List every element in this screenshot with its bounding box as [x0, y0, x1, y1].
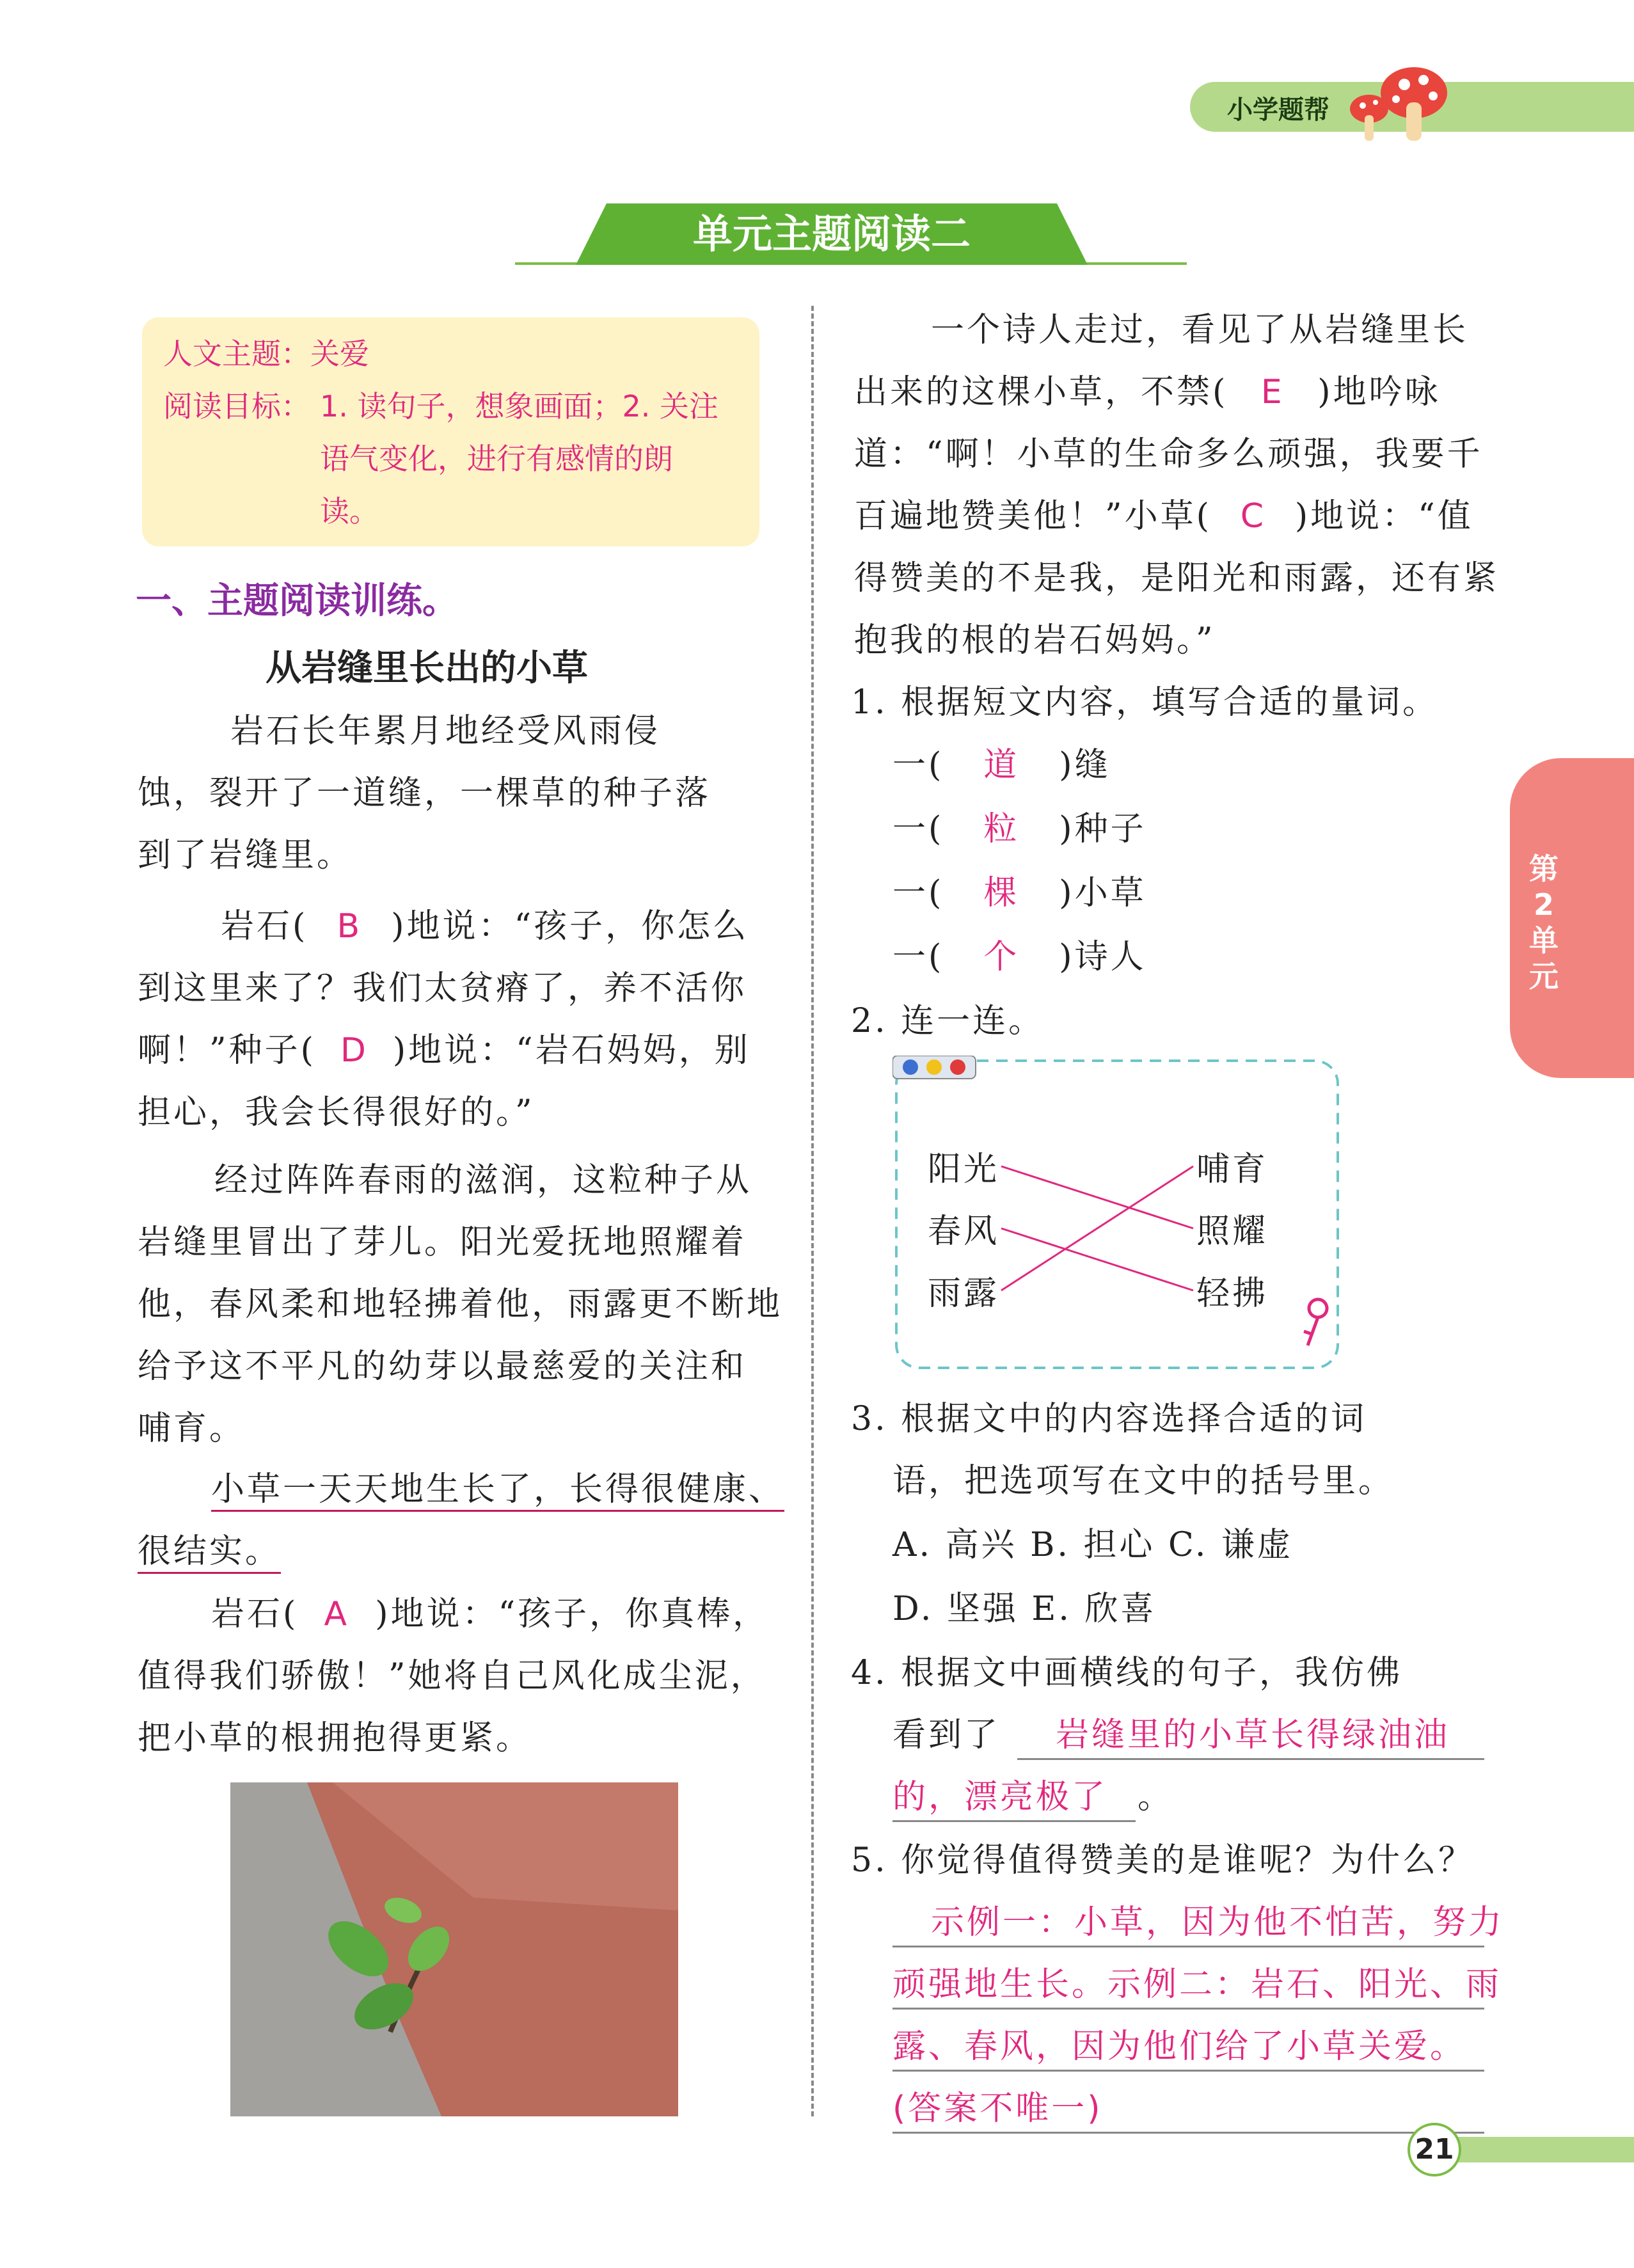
answer-text: 岩缝里的小草长得绿油油	[1056, 1716, 1450, 1754]
page-number: 21	[1408, 2123, 1461, 2177]
story-line: 给予这不平凡的幼芽以最慈爱的关注和	[138, 1347, 747, 1386]
story-line: 百遍地赞美他！”小草( C )地说：“值	[854, 486, 1473, 548]
question-1-title: 1. 根据短文内容，填写合适的量词。	[851, 683, 1439, 722]
option-list: A. 高兴 B. 担心 C. 谦虚	[892, 1526, 1293, 1564]
match-left-item: 春风	[928, 1212, 1000, 1251]
story-line: 担心，我会长得很好的。”	[138, 1093, 535, 1132]
answer-line	[892, 1946, 1484, 1947]
answer-blank: E	[1260, 373, 1285, 411]
story-line: 到这里来了？我们太贫瘠了，养不活你	[138, 969, 747, 1008]
answer-line	[892, 1820, 1136, 1822]
answer-text: 顽强地生长。示例二：岩石、阳光、雨	[892, 1965, 1502, 2004]
question-4-pre: 看到了	[892, 1716, 1001, 1754]
unit-label: 第2单元	[1529, 852, 1559, 994]
answer-line	[892, 2132, 1484, 2134]
answer-blank: A	[324, 1595, 350, 1633]
theme-label: 人文主题：关爱	[163, 337, 369, 371]
option-list: D. 坚强 E. 欣喜	[892, 1590, 1157, 1628]
answer-blank: C	[1240, 497, 1267, 535]
question-4-line: 4. 根据文中画横线的句子，我仿佛	[851, 1654, 1403, 1692]
story-line: 蚀，裂开了一道缝，一棵草的种子落	[138, 774, 711, 813]
match-right-item: 轻拂	[1196, 1274, 1269, 1313]
underlined-sentence: 很结实。	[138, 1521, 281, 1583]
goal-line: 语气变化，进行有感情的朗	[320, 441, 673, 476]
question-3-line: 3. 根据文中的内容选择合适的词	[851, 1400, 1367, 1438]
goal-label: 阅读目标：	[163, 389, 310, 424]
match-left-item: 雨露	[928, 1274, 1000, 1313]
answer-blank: 粒	[983, 810, 1020, 848]
answer-text: (答案不唯一)	[892, 2090, 1103, 2128]
answer-line	[1017, 1758, 1484, 1760]
story-line: 值得我们骄傲！”她将自己风化成尘泥，	[138, 1657, 766, 1695]
footer-bar	[1433, 2137, 1634, 2162]
story-line: 得赞美的不是我，是阳光和雨露，还有紧	[854, 559, 1500, 598]
match-right-item: 哺育	[1196, 1150, 1269, 1189]
measure-item: 一( 道 )缝	[892, 734, 1111, 797]
story-line: 抱我的根的岩石妈妈。”	[854, 621, 1216, 660]
story-title: 从岩缝里长出的小草	[266, 647, 588, 689]
story-line: 岩石( A )地说：“孩子，你真棒，	[211, 1583, 768, 1645]
match-line	[1001, 1166, 1193, 1290]
answer-text: 示例一：小草，因为他不怕苦，努力	[931, 1903, 1505, 1942]
story-line: 哺育。	[138, 1409, 246, 1448]
story-line: 他，春风柔和地轻拂着他，雨露更不断地	[138, 1285, 783, 1324]
match-right-item: 照耀	[1196, 1212, 1269, 1251]
story-line: 岩缝里冒出了芽儿。阳光爱抚地照耀着	[138, 1223, 747, 1262]
brand-label: 小学题帮	[1227, 95, 1329, 125]
answer-blank: 棵	[983, 874, 1020, 912]
answer-text: 的，漂亮极了	[892, 1778, 1108, 1816]
section-heading: 一、主题阅读训练。	[136, 580, 458, 622]
story-line: 把小草的根拥抱得更紧。	[138, 1719, 532, 1757]
answer-blank: 个	[983, 938, 1020, 976]
plant-photo	[230, 1782, 678, 2116]
story-line: 出来的这棵小草，不禁( E )地吟咏	[854, 361, 1441, 424]
question-4-end: 。	[1138, 1778, 1174, 1816]
answer-text: 露、春风，因为他们给了小草关爱。	[892, 2027, 1466, 2066]
question-2-title: 2. 连一连。	[851, 1002, 1045, 1040]
story-line: 到了岩缝里。	[138, 836, 353, 875]
goal-line: 读。	[320, 494, 379, 528]
answer-line	[892, 2070, 1484, 2072]
goal-line: 1. 读句子，想象画面；2. 关注	[320, 389, 719, 424]
match-line	[1001, 1228, 1193, 1290]
question-5-title: 5. 你觉得值得赞美的是谁呢？为什么？	[851, 1841, 1475, 1880]
answer-blank: B	[337, 907, 363, 946]
measure-item: 一( 粒 )种子	[892, 798, 1146, 860]
answer-line	[892, 2008, 1484, 2010]
story-line: 道：“啊！小草的生命多么顽强，我要千	[854, 435, 1483, 473]
measure-item: 一( 棵 )小草	[892, 862, 1146, 924]
answer-blank: 道	[983, 746, 1020, 784]
measure-item: 一( 个 )诗人	[892, 926, 1146, 988]
answer-blank: D	[340, 1031, 369, 1070]
mushroom-icon	[1344, 58, 1452, 147]
question-3-line: 语，把选项写在文中的括号里。	[892, 1462, 1395, 1500]
story-line: 经过阵阵春雨的滋润，这粒种子从	[214, 1161, 752, 1200]
column-divider	[811, 306, 814, 2116]
story-line: 岩石长年累月地经受风雨侵	[230, 712, 661, 750]
page-title: 单元主题阅读二	[692, 210, 971, 257]
match-left-item: 阳光	[928, 1150, 1000, 1189]
underlined-sentence: 小草一天天地生长了，长得很健康、	[211, 1459, 784, 1521]
story-line: 一个诗人走过，看见了从岩缝里长	[931, 311, 1469, 349]
story-line: 岩石( B )地说：“孩子，你怎么	[221, 896, 749, 958]
story-line: 啊！”种子( D )地说：“岩石妈妈，别	[138, 1020, 750, 1082]
key-icon	[1304, 1299, 1327, 1345]
match-line	[1001, 1166, 1193, 1228]
